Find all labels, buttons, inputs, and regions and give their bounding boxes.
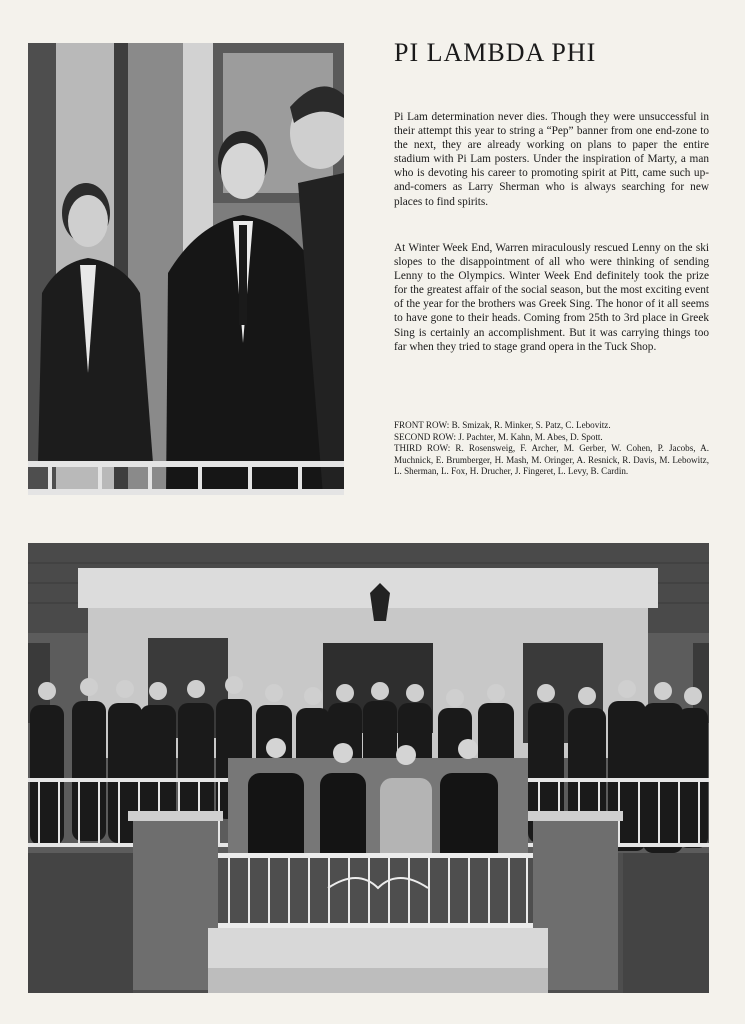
group-photo-caption bbox=[394, 420, 709, 478]
caption-second-row: SECOND ROW: J. Pachter, M. Kahn, M. Abes, D. Spott. bbox=[394, 431, 603, 442]
body-paragraph-2: At Winter Week End, Warren miraculously rescued Lenny on the ski slopes to the disappointment of all who were thinking of sending Lenny to the Olympics. Winter Week End definitely took the prize for the greatest affair of the social season, but the most exciting event of the year for the brothers was Greek Sing. The honor of it all seems to have gone to their heads. Coming from 25th to 3rd place in Greek Sing is certainly an accomplishment. But it was carrying things too far when they tried to stage grand opera in the Tuck Shop. bbox=[394, 242, 709, 353]
page-title: PI LAMBDA PHI bbox=[394, 38, 597, 67]
caption-third-row: THIRD ROW: R. Rosensweig, F. Archer, M. Gerber, W. Cohen, P. Jacobs, A. Muchnick, E. Brumberger, H. Mash, M. Oringer, A. Resnick, R. Davis, M. Lebowitz, L. Sherman, L. Fox, H. Drucher, J. Fingeret, L. Levy, B. Cardin. bbox=[394, 443, 709, 476]
body-paragraph-1: Pi Lam determination never dies. Though they were unsuccessful in their attempt this year to string a “Pep” banner from one end-zone to the next, they are already working on plans to paper the entire stadium with Pi Lam posters. Under the inspiration of Marty, a man who is devoting his career to promoting spirit at Pitt, came such up-and-comers as Larry Sherman who is always searching for new places to find spirits. bbox=[394, 111, 709, 208]
caption-front-row: FRONT ROW: B. Smizak, R. Minker, S. Patz, C. Lebovitz. bbox=[394, 420, 611, 430]
photo-group-in-front-of-house bbox=[28, 543, 709, 993]
photo-brothers-on-porch bbox=[28, 43, 344, 495]
